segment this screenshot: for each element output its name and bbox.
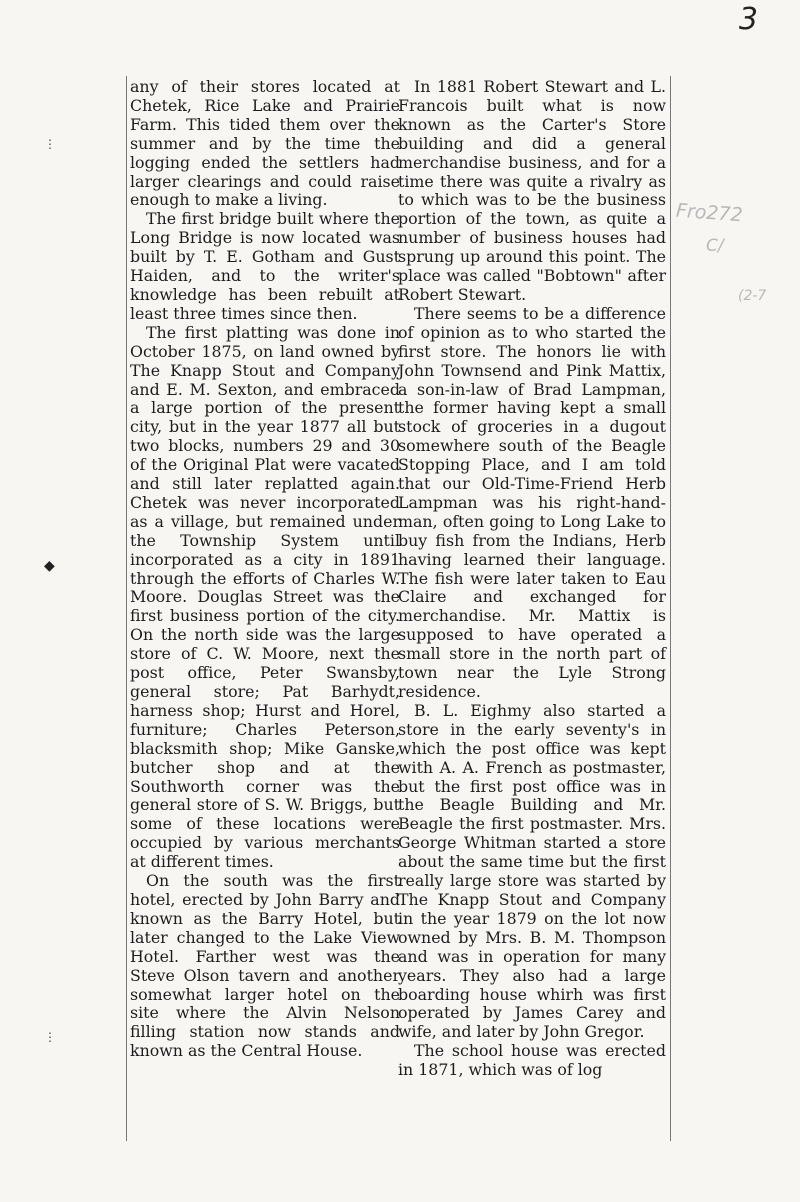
- column-rule-left: [126, 76, 127, 1141]
- paragraph: The school house was erected in 1871, which was of log: [398, 1041, 666, 1080]
- left-column: [130, 78, 400, 1061]
- paragraph: On the south was the first hotel, erected by John Barry and known as the Barry Hotel, but later changed to the Lake View Hotel. Farther west was the Steve Olson tavern and another somewhat larger hotel on the site where the Alvin Nelson filling station now stands and known as the Central House.: [130, 871, 400, 1061]
- column-rule-right: [670, 76, 671, 1141]
- margin-dot-mark: ⋮: [44, 1030, 56, 1044]
- margin-note-1: Fro272: [675, 199, 744, 227]
- paragraph: The first bridge built where the Long Bridge is now located was built by T. E. Gotham and Gust Haiden, and to the writer's knowledge has been rebuilt at least three times since then.: [130, 209, 400, 323]
- page-number: 3: [738, 2, 758, 37]
- margin-diamond-mark: ◆: [44, 558, 55, 574]
- paragraph: In 1881 Robert Stewart and L. Francois built what is now known as the Carter's Store building and did a general merchandise business, and for a time there was quite a rivalry as to which was to be the business portion of the town, as quite a number of business houses had sprung up around this point. The place was called "Bobtown" after Robert Stewart.: [398, 77, 666, 304]
- paragraph: The first platting was done in October 1875, on land owned by The Knapp Stout and Company and E. M. Sexton, and embraced a large portion of the present city, but in the year 1877 all but two blocks, numbers 29 and 30 of the Original Plat were vacated and still later replatted again. Chetek was never incorporated as a village, but remained under the Township System until incorporated as a city in 1891 through the efforts of Charles W. Moore. Douglas Street was the first business portion of the city. On the north side was the large store of C. W. Moore, next the post office, Peter Swansby, general store; Pat Barhydt, harness shop; Hurst and Horel, furniture; Charles Peterson, blacksmith shop; Mike Ganske, butcher shop and at the Southworth corner was the general store of S. W. Briggs, but some of these locations were occupied by various merchants at different times.: [130, 322, 400, 872]
- paragraph: There seems to be a difference of opinion as to who started the first store. The honors lie with John Townsend and Pink Mattix, a son-in-law of Brad Lampman, the former having kept a small stock of groceries in a dugout somewhere south of the Beagle Stopping Place, and I am told that our Old-Time-Friend Herb Lampman was his right-hand-man, often going to Long Lake to buy fish from the Indians, Herb having learned their language. The fish were later taken to Eau Claire and exchanged for merchandise. Mr. Mattix is supposed to have operated a small store in the north part of town near the Lyle Strong residence.: [398, 303, 666, 701]
- right-column: [398, 78, 666, 1080]
- margin-note-3: (2-7: [738, 288, 767, 304]
- margin-dot-mark: ⋮: [44, 137, 56, 151]
- margin-note-2: C/: [706, 236, 724, 256]
- paragraph: B. L. Eighmy also started a store in the early seventy's in which the post office was kept with A. A. French as postmaster, but the first post office was in the Beagle Building and Mr. Beagle the first postmaster. Mrs. George Whitman started a store about the same time but the first really large store was started by The Knapp Stout and Company in the year 1879 on the lot now owned by Mrs. B. M. Thompson and was in operation for many years. They also had a large boarding house whirh was first operated by James Carey and wife, and later by John Gregor.: [398, 700, 666, 1042]
- paragraph: any of their stores located at Chetek, Rice Lake and Prairie Farm. This tided them over the summer and by the time the logging ended the settlers had larger clearings and could raise enough to make a living.: [130, 77, 400, 210]
